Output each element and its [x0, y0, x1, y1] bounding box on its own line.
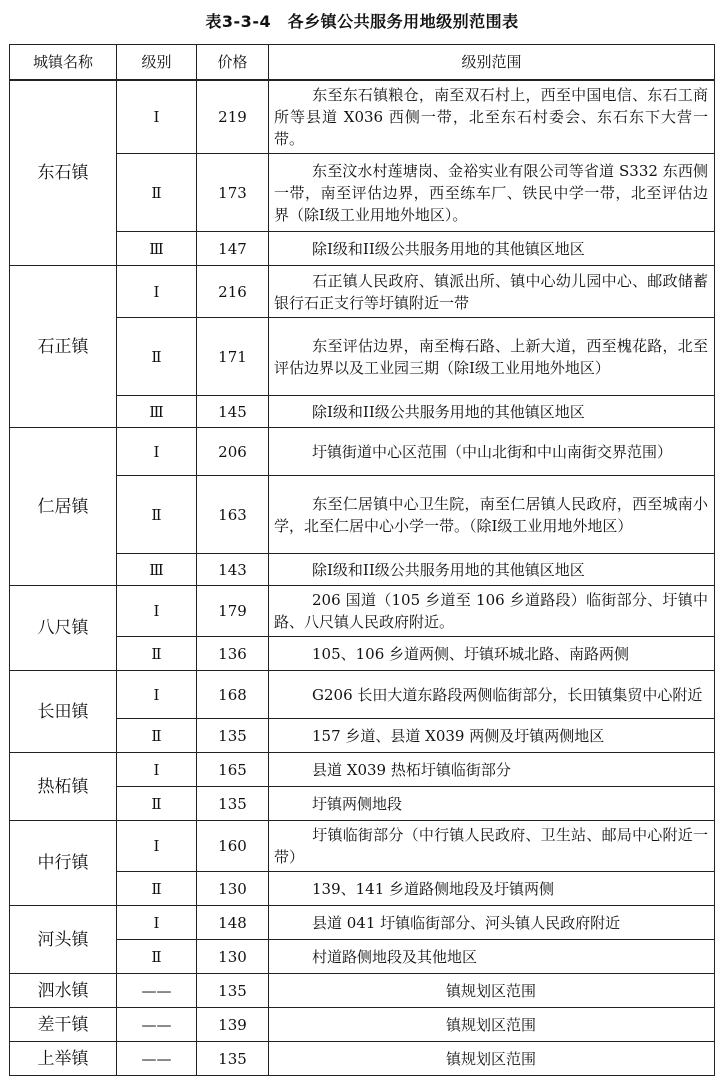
land-level-table [9, 44, 715, 1076]
level-range-cell [269, 476, 715, 554]
price-cell: 206 [197, 428, 269, 476]
level-cell: Ⅲ [117, 396, 197, 428]
town-name-cell: 长田镇 [10, 671, 117, 753]
table-title: 表3-3-4 各乡镇公共服务用地级别范围表 [205, 12, 519, 31]
level-cell: Ⅰ [117, 821, 197, 872]
level-range-text: 镇规划区范围 [445, 981, 536, 1000]
level-range-cell [269, 318, 715, 396]
price-cell: 219 [197, 80, 269, 154]
table-body [10, 80, 715, 1076]
level-range-text: 县道 041 圩镇临街部分、河头镇人民政府附近 [312, 913, 621, 932]
table-row [10, 753, 715, 787]
level-cell: Ⅰ [117, 80, 197, 154]
level-range-text: 村道路侧地段及其他地区 [312, 947, 478, 966]
level-range-cell [269, 1042, 715, 1076]
level-range-cell [269, 428, 715, 476]
level-cell: Ⅲ [117, 554, 197, 586]
table-row [10, 1008, 715, 1042]
header-row [10, 45, 715, 81]
level-range-text: 镇规划区范围 [445, 1049, 536, 1068]
level-cell: Ⅱ [117, 872, 197, 906]
price-cell: 145 [197, 396, 269, 428]
level-cell: Ⅰ [117, 428, 197, 476]
price-cell: 216 [197, 266, 269, 318]
header-level: 级别 [117, 45, 197, 81]
price-cell: 143 [197, 554, 269, 586]
level-range-text: 县道 X039 热柘圩镇临街部分 [312, 760, 511, 779]
level-cell: Ⅲ [117, 232, 197, 266]
header-level-range: 级别范围 [269, 45, 715, 81]
level-range-cell [269, 266, 715, 318]
level-cell: Ⅰ [117, 586, 197, 637]
level-range-text: 镇规划区范围 [445, 1015, 536, 1034]
level-range-cell [269, 872, 715, 906]
level-cell: Ⅱ [117, 476, 197, 554]
header-town-name: 城镇名称 [10, 45, 117, 81]
price-cell: 173 [197, 154, 269, 232]
town-name-cell: 中行镇 [10, 821, 117, 906]
level-cell: Ⅱ [117, 787, 197, 821]
level-range-cell [269, 554, 715, 586]
level-range-cell [269, 1008, 715, 1042]
level-range-cell [269, 232, 715, 266]
level-range-text: 105、106 乡道两侧、圩镇环城北路、南路两侧 [312, 644, 630, 663]
level-range-cell [269, 671, 715, 719]
level-range-cell [269, 396, 715, 428]
level-range-text: 东至仁居镇中心卫生院，南至仁居镇人民政府，西至城南小学，北至仁居中心小学一带。（除I级工业用地外地区） [274, 494, 708, 535]
level-range-text: 东至汶水村莲塘岗、金裕实业有限公司等省道 S332 东西侧一带，南至评估边界，西至练车厂、铁民中学一带，北至评估边界（除I级工业用地外地区）。 [274, 161, 708, 224]
price-cell: 179 [197, 586, 269, 637]
level-range-text: 206 国道（105 乡道至 106 乡道路段）临街部分、圩镇中路、八尺镇人民政府附近。 [274, 591, 708, 631]
level-range-text: 157 乡道、县道 X039 两侧及圩镇两侧地区 [312, 726, 605, 745]
level-range-text: 除I级和II级公共服务用地的其他镇区地区 [312, 239, 585, 258]
level-cell: Ⅰ [117, 753, 197, 787]
table-row [10, 1042, 715, 1076]
table-row [10, 671, 715, 719]
level-range-cell [269, 637, 715, 671]
town-name-cell: 泗水镇 [10, 974, 117, 1008]
level-range-cell [269, 586, 715, 637]
level-cell: Ⅱ [117, 940, 197, 974]
town-name-cell: 热柘镇 [10, 753, 117, 821]
level-cell: —— [117, 974, 197, 1008]
table-row [10, 586, 715, 637]
town-name-cell: 仁居镇 [10, 428, 117, 586]
level-cell: —— [117, 1042, 197, 1076]
price-cell: 171 [197, 318, 269, 396]
level-cell: Ⅱ [117, 318, 197, 396]
level-cell: Ⅰ [117, 906, 197, 940]
header-price: 价格 [197, 45, 269, 81]
level-cell: Ⅱ [117, 719, 197, 753]
price-cell: 168 [197, 671, 269, 719]
level-cell: Ⅰ [117, 266, 197, 318]
level-range-cell [269, 80, 715, 154]
level-range-cell [269, 719, 715, 753]
level-cell: —— [117, 1008, 197, 1042]
level-range-cell [269, 753, 715, 787]
price-cell: 147 [197, 232, 269, 266]
level-range-text: 东至东石镇粮仓，南至双石村上，西至中国电信、东石工商所等县道 X036 西侧一带，北至东石村委会、东石东下大营一带。 [274, 86, 708, 148]
table-row [10, 266, 715, 318]
level-range-text: 除I级和II级公共服务用地的其他镇区地区 [312, 402, 585, 421]
town-name-cell: 上举镇 [10, 1042, 117, 1076]
level-range-cell [269, 940, 715, 974]
level-range-text: 圩镇两侧地段 [312, 794, 403, 813]
price-cell: 135 [197, 787, 269, 821]
price-cell: 135 [197, 719, 269, 753]
level-range-text: 圩镇临街部分（中行镇人民政府、卫生站、邮局中心附近一带） [274, 826, 708, 866]
town-name-cell: 石正镇 [10, 266, 117, 428]
town-name-cell: 差干镇 [10, 1008, 117, 1042]
table-row [10, 428, 715, 476]
level-range-text: 139、141 乡道路侧地段及圩镇两侧 [312, 879, 555, 898]
table-row [10, 80, 715, 154]
level-range-text: 除I级和II级公共服务用地的其他镇区地区 [312, 560, 585, 579]
level-range-cell [269, 821, 715, 872]
level-range-cell [269, 906, 715, 940]
level-cell: Ⅱ [117, 154, 197, 232]
price-cell: 148 [197, 906, 269, 940]
level-range-text: 圩镇街道中心区范围（中山北街和中山南街交界范围） [312, 442, 673, 461]
level-range-text: G206 长田大道东路段两侧临街部分，长田镇集贸中心附近 [312, 685, 703, 704]
town-name-cell: 东石镇 [10, 80, 117, 266]
price-cell: 160 [197, 821, 269, 872]
level-range-cell [269, 154, 715, 232]
level-range-text: 东至评估边界，南至梅石路、上新大道，西至槐花路，北至评估边界以及工业园三期（除I级工业用地外地区） [274, 336, 708, 377]
level-cell: Ⅰ [117, 671, 197, 719]
price-cell: 165 [197, 753, 269, 787]
level-cell: Ⅱ [117, 637, 197, 671]
town-name-cell: 八尺镇 [10, 586, 117, 671]
price-cell: 163 [197, 476, 269, 554]
price-cell: 136 [197, 637, 269, 671]
level-range-cell [269, 787, 715, 821]
table-row [10, 974, 715, 1008]
price-cell: 135 [197, 974, 269, 1008]
price-cell: 135 [197, 1042, 269, 1076]
table-row [10, 821, 715, 872]
table-row [10, 906, 715, 940]
price-cell: 130 [197, 940, 269, 974]
level-range-text: 石正镇人民政府、镇派出所、镇中心幼儿园中心、邮政储蓄银行石正支行等圩镇附近一带 [274, 271, 708, 312]
price-cell: 130 [197, 872, 269, 906]
price-cell: 139 [197, 1008, 269, 1042]
town-name-cell: 河头镇 [10, 906, 117, 974]
level-range-cell [269, 974, 715, 1008]
